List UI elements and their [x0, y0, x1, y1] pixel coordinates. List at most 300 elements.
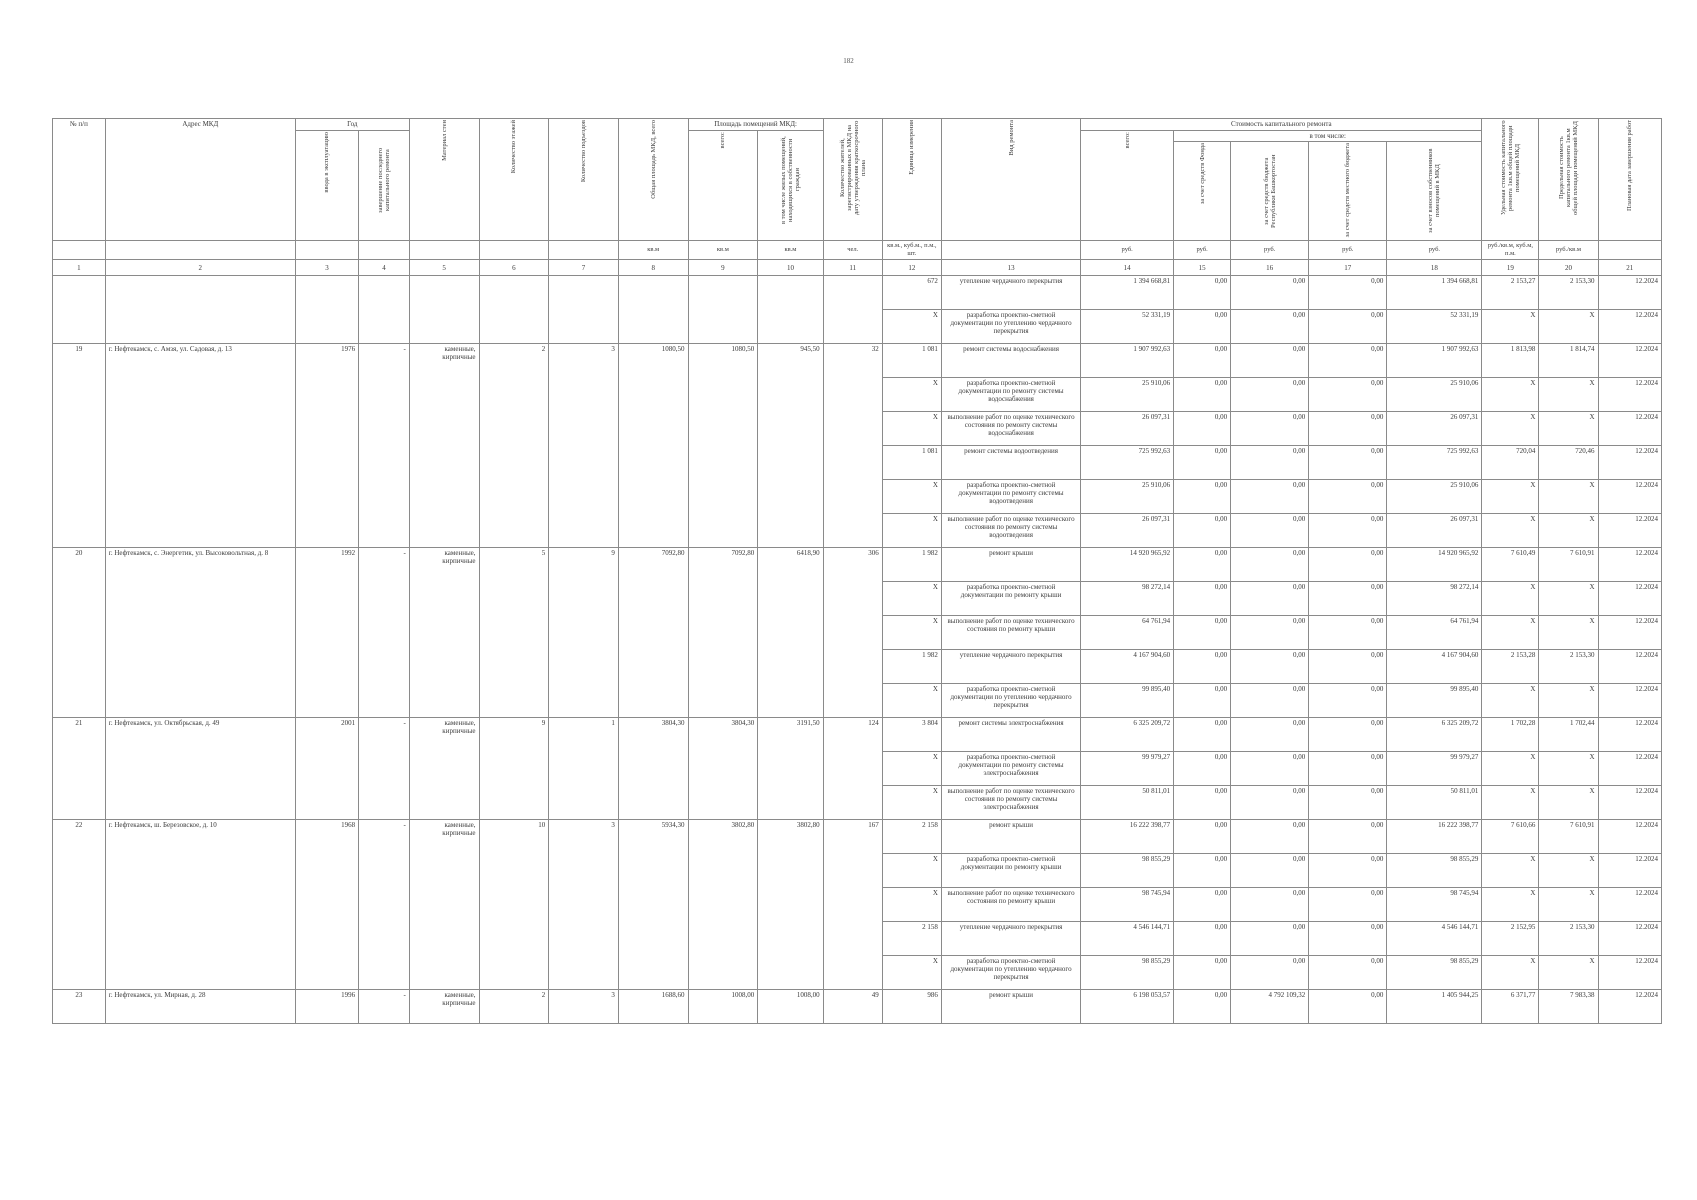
deadline: 12.2024 [1598, 344, 1662, 378]
work-unit: 2 158 [882, 820, 941, 854]
unit-cell: кв.м [618, 241, 688, 260]
premises-residential: 945,50 [758, 344, 823, 548]
header-residents: Количество жителей, зарегистрированных в МКД на дату утверждения краткосрочного плана [823, 119, 882, 241]
cost-owners: 99 895,40 [1387, 684, 1482, 718]
table-body [53, 276, 1662, 1024]
work-type: ремонт системы водоснабжения [941, 344, 1080, 378]
cost-fund: 0,00 [1174, 854, 1231, 888]
cost-republic: 0,00 [1231, 276, 1309, 310]
total-area: 5934,30 [618, 820, 688, 990]
header-republic: за счет средств бюджета Республики Башкортостан [1231, 142, 1309, 241]
header-year-repair: завершение последнего капитального ремонта [359, 131, 410, 241]
building-address [105, 276, 295, 344]
units-row [53, 241, 1662, 260]
year-repair: - [359, 548, 410, 718]
cost-local: 0,00 [1309, 820, 1387, 854]
cost-republic: 4 792 109,32 [1231, 990, 1309, 1024]
cost-total: 1 394 668,81 [1081, 276, 1174, 310]
deadline: 12.2024 [1598, 922, 1662, 956]
max-cost: X [1539, 888, 1598, 922]
max-cost: X [1539, 684, 1598, 718]
work-unit: 3 804 [882, 718, 941, 752]
work-unit: X [882, 752, 941, 786]
header-deadline: Плановая дата завершения работ [1598, 119, 1662, 241]
unit-cost: X [1482, 786, 1539, 820]
unit-cost: X [1482, 582, 1539, 616]
work-unit: X [882, 378, 941, 412]
walls-material: каменные, кирпичные [409, 344, 479, 548]
cost-local: 0,00 [1309, 718, 1387, 752]
cost-republic: 0,00 [1231, 344, 1309, 378]
unit-cost: X [1482, 854, 1539, 888]
cost-total: 98 745,94 [1081, 888, 1174, 922]
work-unit: 1 982 [882, 548, 941, 582]
cost-republic: 0,00 [1231, 650, 1309, 684]
cost-owners: 14 920 965,92 [1387, 548, 1482, 582]
header-local: за счет средств местного бюджета [1309, 142, 1387, 241]
max-cost: 2 153,30 [1539, 650, 1598, 684]
work-unit: 2 158 [882, 922, 941, 956]
column-number: 16 [1231, 260, 1309, 276]
cost-owners: 4 167 904,60 [1387, 650, 1482, 684]
floors-count: 9 [479, 718, 549, 820]
cost-local: 0,00 [1309, 752, 1387, 786]
work-unit: X [882, 616, 941, 650]
cost-local: 0,00 [1309, 276, 1387, 310]
max-cost: 2 153,30 [1539, 276, 1598, 310]
work-type: ремонт крыши [941, 820, 1080, 854]
cost-fund: 0,00 [1174, 412, 1231, 446]
table-row [53, 718, 1662, 752]
cost-owners: 52 331,19 [1387, 310, 1482, 344]
deadline: 12.2024 [1598, 650, 1662, 684]
max-cost: 7 610,91 [1539, 820, 1598, 854]
cost-local: 0,00 [1309, 888, 1387, 922]
work-unit: X [882, 956, 941, 990]
header-premises-total: всего: [688, 131, 758, 241]
building-address: г. Нефтекамск, ш. Березовское, д. 10 [105, 820, 295, 990]
cost-republic: 0,00 [1231, 684, 1309, 718]
column-number: 15 [1174, 260, 1231, 276]
cost-fund: 0,00 [1174, 378, 1231, 412]
cost-republic: 0,00 [1231, 752, 1309, 786]
unit-cost: X [1482, 684, 1539, 718]
year-built: 1992 [295, 548, 358, 718]
work-type: разработка проектно-сметной документации по ремонту системы электроснабжения [941, 752, 1080, 786]
cost-total: 725 992,63 [1081, 446, 1174, 480]
work-type: ремонт системы электроснабжения [941, 718, 1080, 752]
premises-residential: 1008,00 [758, 990, 823, 1024]
header-max-cost: Предельная стоимость капитального ремонта 1кв.м общей площади помещений МКД [1539, 119, 1598, 241]
building-address: г. Нефтекамск, ул. Мирная, д. 28 [105, 990, 295, 1024]
cost-fund: 0,00 [1174, 650, 1231, 684]
cost-total: 50 811,01 [1081, 786, 1174, 820]
premises-residential: 3191,50 [758, 718, 823, 820]
premises-residential: 6418,90 [758, 548, 823, 718]
cost-fund: 0,00 [1174, 990, 1231, 1024]
column-numbers-row [53, 260, 1662, 276]
cost-owners: 50 811,01 [1387, 786, 1482, 820]
unit-cell: чел. [823, 241, 882, 260]
residents-count: 167 [823, 820, 882, 990]
deadline: 12.2024 [1598, 786, 1662, 820]
work-type: ремонт крыши [941, 548, 1080, 582]
cost-local: 0,00 [1309, 990, 1387, 1024]
work-type: разработка проектно-сметной документации по утеплению чердачного перекрытия [941, 956, 1080, 990]
floors-count: 2 [479, 344, 549, 548]
work-type: разработка проектно-сметной документации по ремонту системы водоотведения [941, 480, 1080, 514]
table-row [53, 820, 1662, 854]
cost-owners: 4 546 144,71 [1387, 922, 1482, 956]
work-unit: X [882, 582, 941, 616]
total-area: 1080,50 [618, 344, 688, 548]
cost-local: 0,00 [1309, 922, 1387, 956]
year-repair: - [359, 820, 410, 990]
cost-fund: 0,00 [1174, 276, 1231, 310]
column-number: 12 [882, 260, 941, 276]
residents-count: 32 [823, 344, 882, 548]
column-number: 17 [1309, 260, 1387, 276]
premises-residential: 3802,80 [758, 820, 823, 990]
max-cost: X [1539, 582, 1598, 616]
cost-fund: 0,00 [1174, 310, 1231, 344]
cost-fund: 0,00 [1174, 480, 1231, 514]
deadline: 12.2024 [1598, 956, 1662, 990]
unit-cell: руб. [1081, 241, 1174, 260]
work-type: разработка проектно-сметной документации по ремонту системы водоснабжения [941, 378, 1080, 412]
column-number: 1 [53, 260, 106, 276]
entrances-count: 9 [549, 548, 619, 718]
cost-republic: 0,00 [1231, 548, 1309, 582]
cost-owners: 1 394 668,81 [1387, 276, 1482, 310]
cost-fund: 0,00 [1174, 446, 1231, 480]
total-area: 7092,80 [618, 548, 688, 718]
work-unit: X [882, 854, 941, 888]
work-type: выполнение работ по оценке технического состояния по ремонту крыши [941, 616, 1080, 650]
work-unit: X [882, 786, 941, 820]
work-unit: 1 081 [882, 446, 941, 480]
header-floors: Количество этажей [479, 119, 549, 241]
cost-republic: 0,00 [1231, 616, 1309, 650]
cost-owners: 1 907 992,63 [1387, 344, 1482, 378]
unit-cell: кв.м [688, 241, 758, 260]
floors-count [479, 276, 549, 344]
cost-fund: 0,00 [1174, 616, 1231, 650]
table-row [53, 344, 1662, 378]
cost-fund: 0,00 [1174, 820, 1231, 854]
header-premises-group: Площадь помещений МКД: [688, 119, 823, 131]
walls-material: каменные, кирпичные [409, 718, 479, 820]
cost-owners: 26 097,31 [1387, 514, 1482, 548]
work-type: утепление чердачного перекрытия [941, 276, 1080, 310]
walls-material: каменные, кирпичные [409, 990, 479, 1024]
work-type: выполнение работ по оценке технического состояния по ремонту системы электроснабжения [941, 786, 1080, 820]
residents-count: 49 [823, 990, 882, 1024]
header-total-area: Общая площадь МКД, всего [618, 119, 688, 241]
cost-local: 0,00 [1309, 684, 1387, 718]
header-address: Адрес МКД [105, 119, 295, 241]
total-area: 3804,30 [618, 718, 688, 820]
work-type: разработка проектно-сметной документации по утеплению чердачного перекрытия [941, 684, 1080, 718]
header-cost-total: всего: [1081, 131, 1174, 241]
cost-republic: 0,00 [1231, 412, 1309, 446]
cost-owners: 99 979,27 [1387, 752, 1482, 786]
cost-fund: 0,00 [1174, 684, 1231, 718]
max-cost: 2 153,30 [1539, 922, 1598, 956]
work-unit: 1 081 [882, 344, 941, 378]
header-cost-group: Стоимость капитального ремонта [1081, 119, 1482, 131]
cost-total: 6 198 053,57 [1081, 990, 1174, 1024]
cost-total: 98 855,29 [1081, 854, 1174, 888]
entrances-count [549, 276, 619, 344]
deadline: 12.2024 [1598, 684, 1662, 718]
unit-cost: 7 610,49 [1482, 548, 1539, 582]
unit-cell: кв.м [758, 241, 823, 260]
cost-local: 0,00 [1309, 650, 1387, 684]
unit-cost: X [1482, 514, 1539, 548]
max-cost: X [1539, 480, 1598, 514]
column-number: 7 [549, 260, 619, 276]
year-repair: - [359, 990, 410, 1024]
cost-fund: 0,00 [1174, 752, 1231, 786]
walls-material: каменные, кирпичные [409, 820, 479, 990]
column-number: 13 [941, 260, 1080, 276]
cost-local: 0,00 [1309, 446, 1387, 480]
work-unit: X [882, 412, 941, 446]
deadline: 12.2024 [1598, 480, 1662, 514]
cost-fund: 0,00 [1174, 888, 1231, 922]
column-number: 19 [1482, 260, 1539, 276]
cost-republic: 0,00 [1231, 922, 1309, 956]
building-num: 23 [53, 990, 106, 1024]
unit-cost: 7 610,66 [1482, 820, 1539, 854]
cost-owners: 25 910,06 [1387, 480, 1482, 514]
unit-cost: 720,04 [1482, 446, 1539, 480]
header-work-type: Вид ремонта [941, 119, 1080, 241]
column-number: 2 [105, 260, 295, 276]
unit-cell: руб./кв.м, куб.м, п.м. [1482, 241, 1539, 260]
building-address: г. Нефтекамск, с. Амзя, ул. Садовая, д. 13 [105, 344, 295, 548]
header-unit-cost: Удельная стоимость капитального ремонта 1кв.м общей площади помещений МКД [1482, 119, 1539, 241]
unit-cost: 1 702,28 [1482, 718, 1539, 752]
max-cost: X [1539, 378, 1598, 412]
building-num: 19 [53, 344, 106, 548]
cost-total: 25 910,06 [1081, 378, 1174, 412]
cost-fund: 0,00 [1174, 718, 1231, 752]
header-entrances: Количество подъездов [549, 119, 619, 241]
cost-total: 99 895,40 [1081, 684, 1174, 718]
cost-republic: 0,00 [1231, 514, 1309, 548]
cost-total: 4 167 904,60 [1081, 650, 1174, 684]
work-unit: 986 [882, 990, 941, 1024]
cost-owners: 64 761,94 [1387, 616, 1482, 650]
max-cost: 720,46 [1539, 446, 1598, 480]
unit-cost: X [1482, 956, 1539, 990]
work-type: разработка проектно-сметной документации по ремонту крыши [941, 854, 1080, 888]
cost-total: 25 910,06 [1081, 480, 1174, 514]
cost-republic: 0,00 [1231, 820, 1309, 854]
unit-cell: руб. [1387, 241, 1482, 260]
building-num: 22 [53, 820, 106, 990]
column-number: 14 [1081, 260, 1174, 276]
premises-total: 1080,50 [688, 344, 758, 548]
column-number: 8 [618, 260, 688, 276]
max-cost: X [1539, 854, 1598, 888]
cost-republic: 0,00 [1231, 786, 1309, 820]
year-built: 1996 [295, 990, 358, 1024]
max-cost: X [1539, 310, 1598, 344]
cost-total: 4 546 144,71 [1081, 922, 1174, 956]
cost-local: 0,00 [1309, 412, 1387, 446]
header-year-group: Год [295, 119, 409, 131]
year-built: 2001 [295, 718, 358, 820]
floors-count: 2 [479, 990, 549, 1024]
deadline: 12.2024 [1598, 514, 1662, 548]
work-unit: X [882, 888, 941, 922]
column-number: 5 [409, 260, 479, 276]
building-num: 21 [53, 718, 106, 820]
column-number: 18 [1387, 260, 1482, 276]
column-number: 3 [295, 260, 358, 276]
deadline: 12.2024 [1598, 854, 1662, 888]
unit-cost: 6 371,77 [1482, 990, 1539, 1024]
cost-owners: 98 745,94 [1387, 888, 1482, 922]
unit-cost: X [1482, 752, 1539, 786]
work-type: утепление чердачного перекрытия [941, 922, 1080, 956]
work-type: ремонт системы водоотведения [941, 446, 1080, 480]
cost-fund: 0,00 [1174, 956, 1231, 990]
floors-count: 10 [479, 820, 549, 990]
work-type: ремонт крыши [941, 990, 1080, 1024]
building-num [53, 276, 106, 344]
column-number: 9 [688, 260, 758, 276]
column-number: 6 [479, 260, 549, 276]
header-num: № п/п [53, 119, 106, 241]
premises-residential [758, 276, 823, 344]
header-premises-residential: в том числе жилых помещений, находящихся в собственности граждан [758, 131, 823, 241]
work-type: выполнение работ по оценке технического состояния по ремонту системы водоотведения [941, 514, 1080, 548]
cost-republic: 0,00 [1231, 446, 1309, 480]
table-header [53, 119, 1662, 276]
max-cost: 1 702,44 [1539, 718, 1598, 752]
cost-owners: 6 325 209,72 [1387, 718, 1482, 752]
premises-total: 3804,30 [688, 718, 758, 820]
work-type: выполнение работ по оценке технического состояния по ремонту крыши [941, 888, 1080, 922]
capital-repair-table [52, 118, 1662, 1024]
table-row [53, 990, 1662, 1024]
cost-fund: 0,00 [1174, 922, 1231, 956]
premises-total: 7092,80 [688, 548, 758, 718]
entrances-count: 3 [549, 820, 619, 990]
cost-owners: 725 992,63 [1387, 446, 1482, 480]
walls-material [409, 276, 479, 344]
unit-cost: X [1482, 412, 1539, 446]
deadline: 12.2024 [1598, 888, 1662, 922]
max-cost: X [1539, 786, 1598, 820]
cost-local: 0,00 [1309, 480, 1387, 514]
deadline: 12.2024 [1598, 718, 1662, 752]
entrances-count: 3 [549, 990, 619, 1024]
cost-fund: 0,00 [1174, 514, 1231, 548]
column-number: 10 [758, 260, 823, 276]
column-number: 21 [1598, 260, 1662, 276]
entrances-count: 3 [549, 344, 619, 548]
unit-cost: X [1482, 378, 1539, 412]
cost-fund: 0,00 [1174, 548, 1231, 582]
deadline: 12.2024 [1598, 582, 1662, 616]
cost-total: 64 761,94 [1081, 616, 1174, 650]
work-type: утепление чердачного перекрытия [941, 650, 1080, 684]
cost-local: 0,00 [1309, 344, 1387, 378]
unit-cell: руб. [1309, 241, 1387, 260]
cost-total: 14 920 965,92 [1081, 548, 1174, 582]
cost-local: 0,00 [1309, 956, 1387, 990]
unit-cell: руб. [1231, 241, 1309, 260]
max-cost: X [1539, 616, 1598, 650]
unit-cost: X [1482, 616, 1539, 650]
floors-count: 5 [479, 548, 549, 718]
max-cost: X [1539, 412, 1598, 446]
max-cost: 1 814,74 [1539, 344, 1598, 378]
cost-total: 1 907 992,63 [1081, 344, 1174, 378]
header-owners: за счет взносов собственников помещений в МКД [1387, 142, 1482, 241]
cost-total: 16 222 398,77 [1081, 820, 1174, 854]
work-unit: X [882, 684, 941, 718]
deadline: 12.2024 [1598, 412, 1662, 446]
cost-republic: 0,00 [1231, 718, 1309, 752]
cost-local: 0,00 [1309, 786, 1387, 820]
table-row [53, 548, 1662, 582]
cost-owners: 98 855,29 [1387, 854, 1482, 888]
deadline: 12.2024 [1598, 276, 1662, 310]
year-built [295, 276, 358, 344]
year-repair: - [359, 344, 410, 548]
column-number: 4 [359, 260, 410, 276]
residents-count: 124 [823, 718, 882, 820]
cost-republic: 0,00 [1231, 310, 1309, 344]
work-type: разработка проектно-сметной документации по ремонту крыши [941, 582, 1080, 616]
cost-local: 0,00 [1309, 616, 1387, 650]
deadline: 12.2024 [1598, 378, 1662, 412]
cost-owners: 98 855,29 [1387, 956, 1482, 990]
building-address: г. Нефтекамск, с. Энергетик, ул. Высоковольтная, д. 8 [105, 548, 295, 718]
deadline: 12.2024 [1598, 820, 1662, 854]
building-num: 20 [53, 548, 106, 718]
header-incl: в том числе: [1174, 131, 1482, 142]
work-unit: X [882, 310, 941, 344]
max-cost: 7 983,38 [1539, 990, 1598, 1024]
deadline: 12.2024 [1598, 310, 1662, 344]
premises-total: 1008,00 [688, 990, 758, 1024]
cost-total: 6 325 209,72 [1081, 718, 1174, 752]
year-repair: - [359, 718, 410, 820]
deadline: 12.2024 [1598, 616, 1662, 650]
work-unit: 672 [882, 276, 941, 310]
header-year-built: ввода в эксплуатацию [295, 131, 358, 241]
work-type: выполнение работ по оценке технического состояния по ремонту системы водоснабжения [941, 412, 1080, 446]
work-unit: 1 982 [882, 650, 941, 684]
column-number: 11 [823, 260, 882, 276]
cost-republic: 0,00 [1231, 480, 1309, 514]
cost-fund: 0,00 [1174, 786, 1231, 820]
entrances-count: 1 [549, 718, 619, 820]
walls-material: каменные, кирпичные [409, 548, 479, 718]
cost-republic: 0,00 [1231, 378, 1309, 412]
max-cost: X [1539, 752, 1598, 786]
unit-cell: руб./кв.м [1539, 241, 1598, 260]
cost-owners: 25 910,06 [1387, 378, 1482, 412]
cost-owners: 98 272,14 [1387, 582, 1482, 616]
